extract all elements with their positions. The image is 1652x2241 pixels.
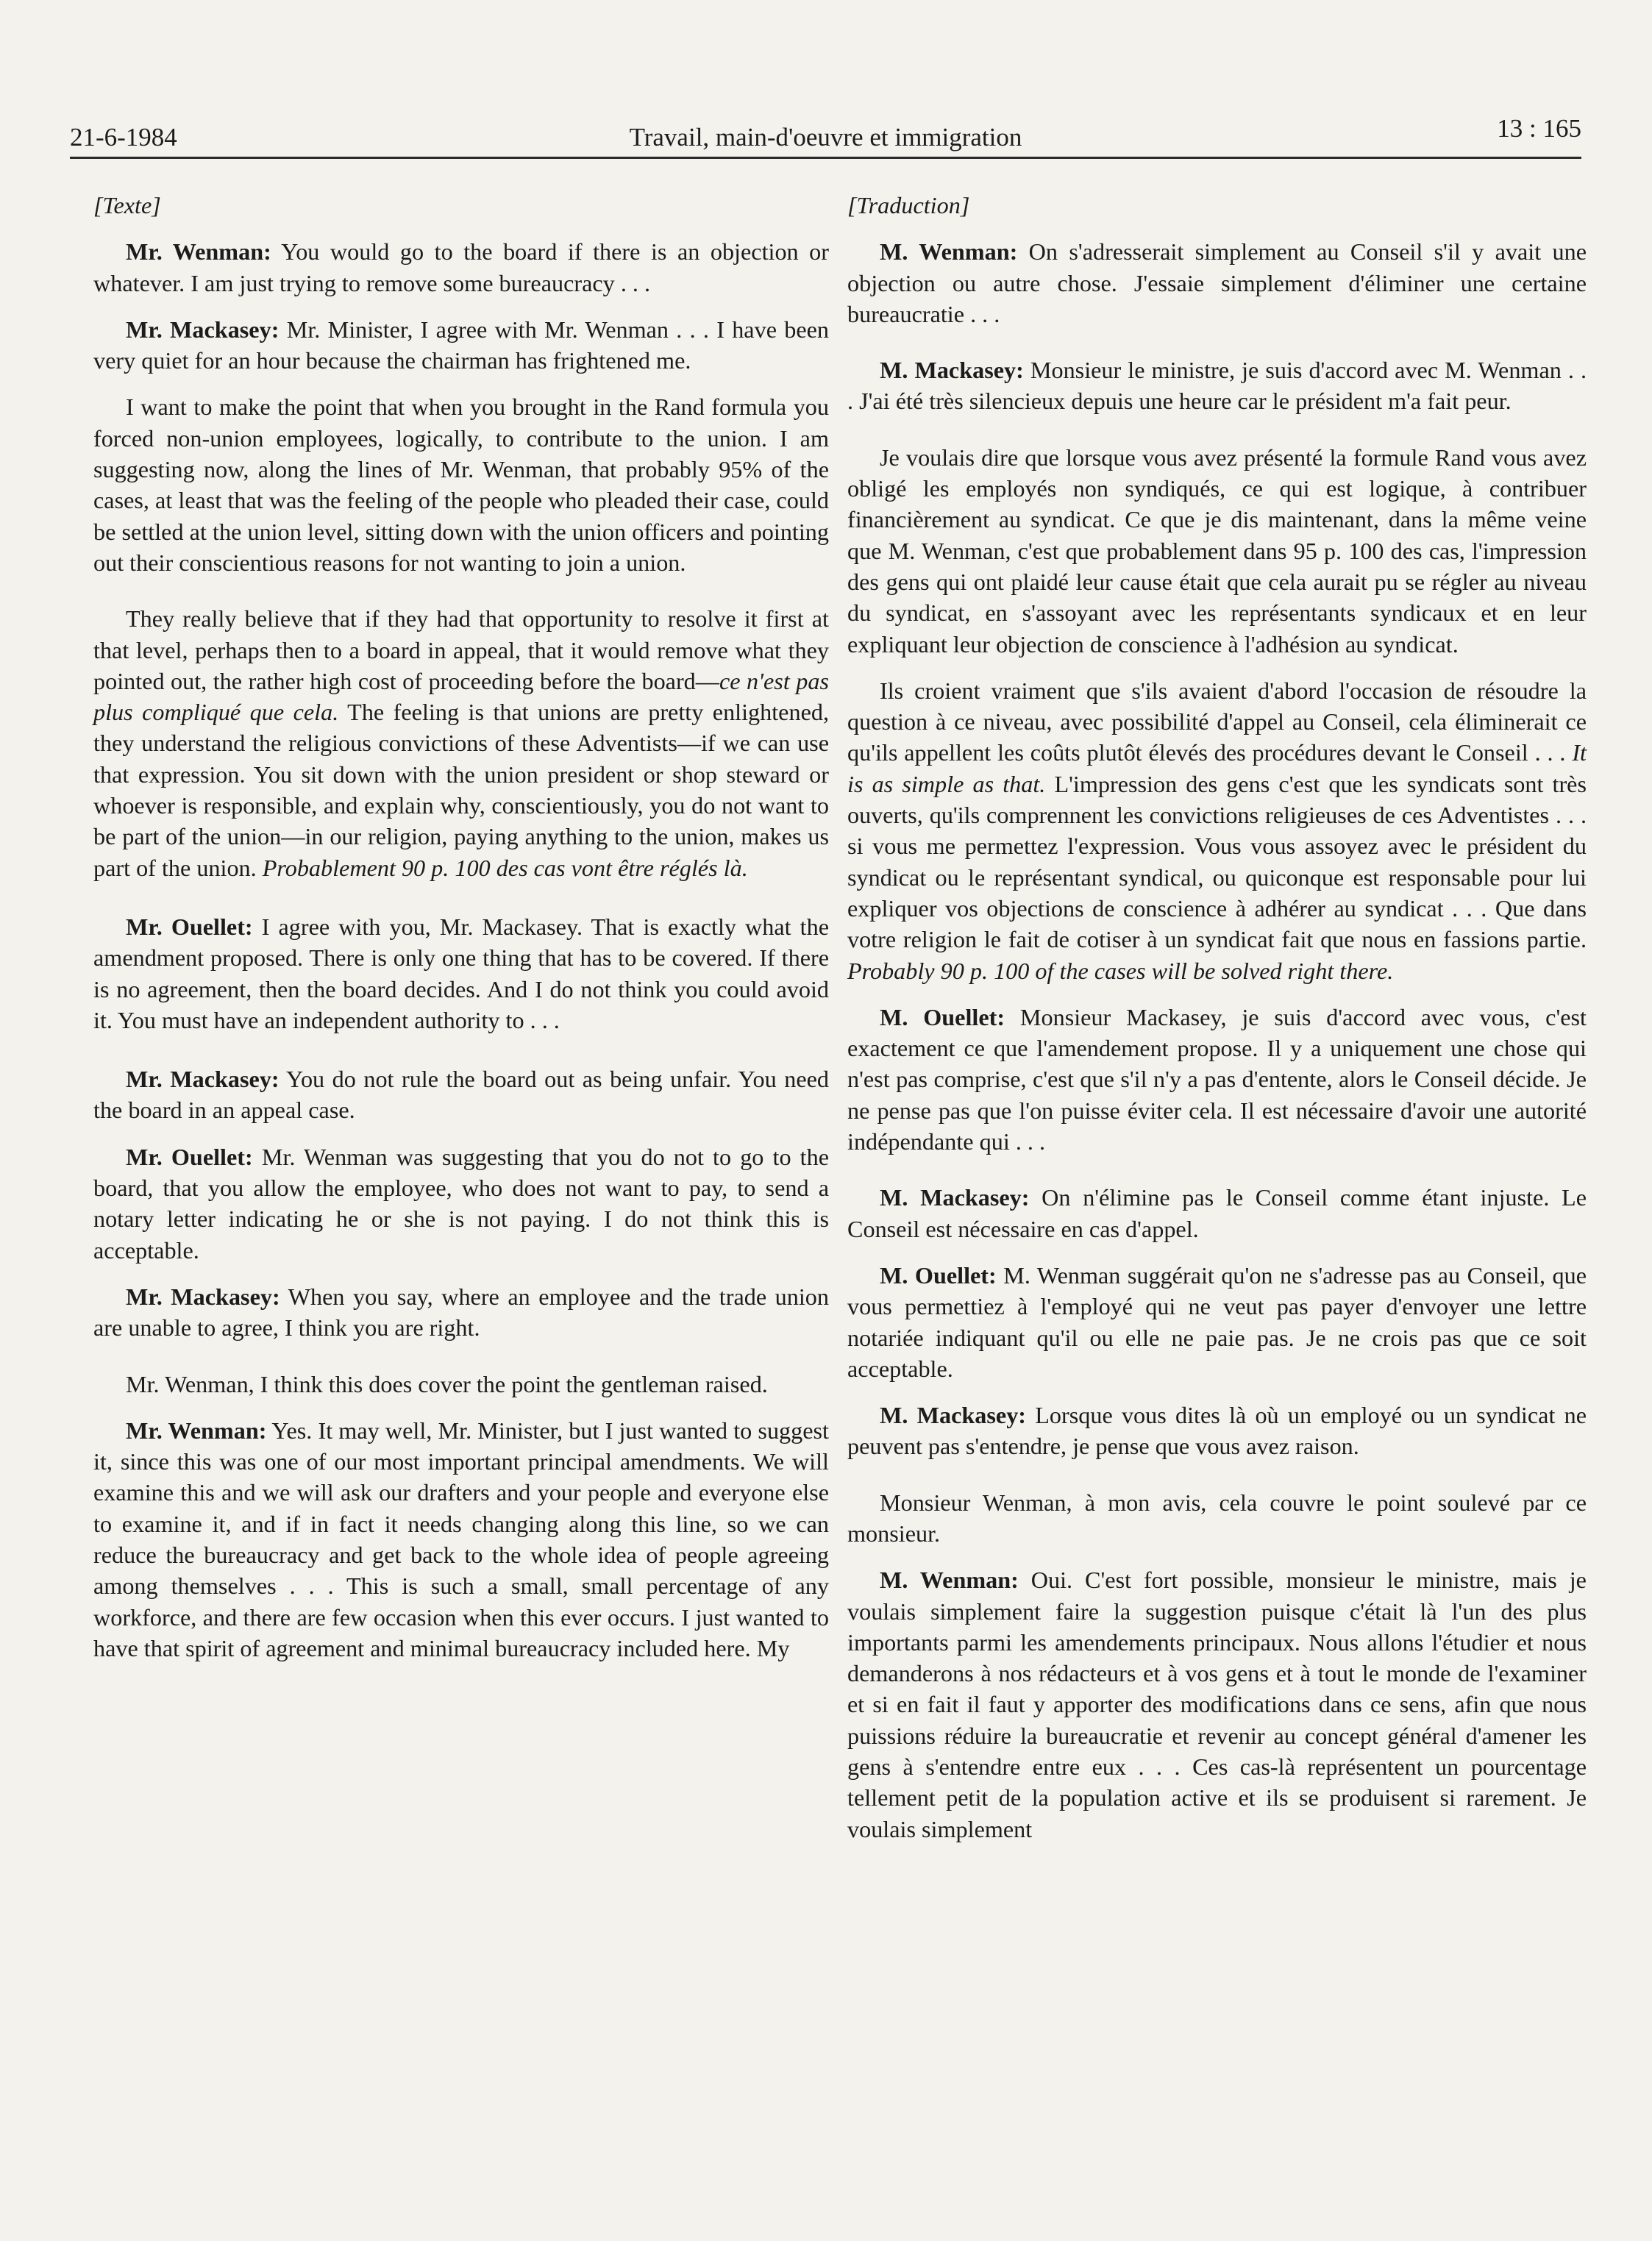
speaker-name: Mr. Ouellet: bbox=[126, 1143, 253, 1170]
paragraph bbox=[847, 1487, 1587, 1550]
speaker-name: M. Wenman: bbox=[880, 238, 1018, 266]
speaker-name: M. Ouellet: bbox=[880, 1003, 1005, 1030]
speaker-name: Mr. Ouellet: bbox=[126, 913, 253, 940]
paragraph bbox=[93, 1064, 829, 1126]
paragraph bbox=[847, 1182, 1587, 1244]
speaker-name: M. Ouellet: bbox=[880, 1261, 997, 1289]
paragraph bbox=[847, 236, 1587, 329]
paragraph-text: Yes. It may well, Mr. Minister, but I just wanted to suggest it, since this was one of our most important principal amendments. We will examine this and we will ask our drafters and your people and everyone else to examine it, and if in fact it needs changing along this line, so we can reduce the bureaucracy and get back to the whole idea of people agreeing among themselves . . . This is such a small, small percentage of any workforce, and there are few occasion when this ever occurs. I just wanted to have that spirit of agreement and minimal bureaucracy included here. My bbox=[93, 1417, 829, 1661]
speaker-name: Mr. Wenman: bbox=[126, 238, 271, 266]
paragraph bbox=[93, 911, 829, 1036]
left-column bbox=[93, 190, 829, 1664]
header-page-number: 13 : 165 bbox=[1497, 114, 1581, 143]
header-title: Travail, main-d'oeuvre et immigration bbox=[629, 123, 1022, 152]
paragraph-text: They really believe that if they had that opportunity to resolve it first at that level, perhaps then to a board in appeal, that it would remove what they pointed out, the rather high cost of proceeding before the board— bbox=[93, 605, 829, 694]
paragraph-text: The feeling is that unions are pretty enlightened, they understand the religious convictions of these Adventists—if we can use that expression. You sit down with the union president or shop steward or whoever is responsible, and explain why, conscientiously, you do not want to be part of the union—in our religion, paying anything to the union, makes us part of the union. bbox=[93, 699, 829, 881]
paragraph-text: L'impression des gens c'est que les syndicats sont très ouverts, qu'ils comprennent les convictions religieuses de ces Adventistes . . . si vous me permettez l'expression. Vous vous assoyez avec le président du syndicat ou le représentant syndical, ou quiconque est responsable pour lui expliquer vos objections de conscience à adhérer au syndicat . . . Que dans votre religion le fait de cotiser à un syndicat fait que nous en fassions partie. bbox=[847, 770, 1587, 953]
paragraph bbox=[847, 1400, 1587, 1462]
paragraph bbox=[93, 603, 829, 883]
speaker-name: Mr. Wenman: bbox=[126, 1417, 267, 1444]
paragraph-text: Monsieur Mackasey, je suis d'accord avec vous, c'est exactement ce que l'amendement propose. Il y a uniquement une chose qui n'est pas comprise, c'est que s'il n'y a pas d'entente, alors le Conseil décide. Je ne pense pas que l'on puisse éviter cela. Il est nécessaire d'avoir une autorité indépendante qui . . . bbox=[847, 1003, 1587, 1155]
speaker-name: M. Mackasey: bbox=[880, 1402, 1027, 1429]
paragraph-text: On s'adresserait simplement au Conseil s'il y avait une objection ou autre chose. J'essaie simplement d'éliminer une certaine bureaucratie . . . bbox=[847, 238, 1587, 327]
paragraph bbox=[847, 1002, 1587, 1157]
paragraph bbox=[93, 236, 829, 299]
paragraph-text: Lorsque vous dites là où un employé ou un syndicat ne peuvent pas s'entendre, je pense que vous avez raison. bbox=[847, 1402, 1587, 1460]
paragraph-text: Monsieur Wenman, à mon avis, cela couvre le point soulevé par ce monsieur. bbox=[847, 1489, 1587, 1547]
paragraph bbox=[847, 355, 1587, 417]
right-column bbox=[847, 190, 1587, 1845]
paragraph bbox=[93, 1369, 829, 1400]
paragraph-text: You do not rule the board out as being unfair. You need the board in an appeal case. bbox=[93, 1066, 829, 1124]
paragraph-text: Mr. Wenman was suggesting that you do not to go to the board, that you allow the employee, who does not want to pay, to send a notary letter indicating he or she is not paying. I do not think this is acceptable. bbox=[93, 1143, 829, 1264]
paragraph bbox=[847, 442, 1587, 660]
paragraph-text: You would go to the board if there is an objection or whatever. I am just trying to remove some bureaucracy . . . bbox=[93, 238, 829, 296]
speaker-name: Mr. Mackasey: bbox=[126, 1066, 280, 1093]
paragraph bbox=[93, 391, 829, 578]
speaker-name: Mr. Mackasey: bbox=[126, 316, 280, 343]
italic-text: Probably 90 p. 100 of the cases will be solved right there. bbox=[847, 957, 1394, 984]
header-date: 21-6-1984 bbox=[70, 123, 177, 152]
paragraph-text: I agree with you, Mr. Mackasey. That is exactly what the amendment proposed. There is only one thing that has to be covered. If there is no agreement, then the board decides. And I do not think you could avoid it. You must have an independent authority to . . . bbox=[93, 913, 829, 1033]
speaker-name: Mr. Mackasey: bbox=[126, 1283, 280, 1310]
paragraph bbox=[93, 1415, 829, 1664]
speaker-name: M. Wenman: bbox=[880, 1567, 1019, 1594]
italic-text: It is as simple as that. bbox=[847, 739, 1587, 797]
paragraph bbox=[847, 675, 1587, 986]
paragraph-text: Ils croient vraiment que s'ils avaient d'abord l'occasion de résoudre la question à ce niveau, avec possibilité d'appel au Conseil, cela éliminerait ce qu'ils appellent les coûts plutôt élevés des procédures devant le Conseil . . . bbox=[847, 677, 1587, 766]
paragraph-text: Oui. C'est fort possible, monsieur le ministre, mais je voulais simplement faire la suggestion puisque c'était là l'un des plus importants parmi les amendements principaux. Nous allons l'étudier et nous demanderons à nos rédacteurs et à vos gens et à tout le monde de l'examiner et si en fait il faut y apporter des modifications dans ce sens, afin que nous puissions réduire la bureaucratie et revenir au concept général d'amener les gens à s'entendre entre eux . . . Ces cas-là représentent un pourcentage tellement petit de la population active et ils se produisent si rarement. Je voulais simplement bbox=[847, 1567, 1587, 1842]
italic-text: Probablement 90 p. 100 des cas vont être réglés là. bbox=[262, 854, 748, 881]
speaker-name: M. Mackasey: bbox=[880, 1184, 1030, 1211]
paragraph-text: Mr. Minister, I agree with Mr. Wenman . . . I have been very quiet for an hour because the chairman has frightened me. bbox=[93, 316, 830, 374]
paragraph-text: M. Wenman suggérait qu'on ne s'adresse pas au Conseil, que vous permettiez à l'employé qui ne veut pas payer d'envoyer une lettre notariée indiquant qu'il ou elle ne paie pas. Je ne crois pas que ce soit acceptable. bbox=[847, 1261, 1587, 1382]
paragraph bbox=[93, 1141, 829, 1266]
page-header bbox=[70, 114, 1581, 159]
paragraph-text: Je voulais dire que lorsque vous avez présenté la formule Rand vous avez obligé les employés non syndiqués, ce qui est logique, à contribuer financièrement au syndicat. Ce que je dis maintenant, dans la même veine que M. Wenman, c'est que probablement dans 95 p. 100 des cas, l'impression des gens qui ont plaidé leur cause était que cela aurait pu se régler au niveau du syndicat, en s'assoyant avec les représentants syndicaux et en leur expliquant leur objection de conscience à l'adhésion au syndicat. bbox=[847, 443, 1587, 658]
right-column-tag: [Traduction] bbox=[847, 192, 970, 218]
paragraph bbox=[847, 1564, 1587, 1845]
paragraph-text: When you say, where an employee and the trade union are unable to agree, I think you are right. bbox=[93, 1283, 829, 1342]
speaker-name: M. Mackasey: bbox=[880, 357, 1024, 384]
paragraph bbox=[93, 314, 829, 377]
italic-text: ce n'est pas plus compliqué que cela. bbox=[93, 667, 829, 726]
paragraph-text: I want to make the point that when you brought in the Rand formula you forced non-union employees, logically, to contribute to the union. I am suggesting now, along the lines of Mr. Wenman, that probably 95% of the cases, at least that was the feeling of the people who pleaded their case, could be settled at the union level, sitting down with the union officers and pointing out their conscientious reasons for not wanting to join a union. bbox=[93, 393, 829, 576]
paragraph-text: Mr. Wenman, I think this does cover the point the gentleman raised. bbox=[126, 1370, 768, 1397]
paragraph bbox=[847, 1260, 1587, 1384]
left-column-tag: [Texte] bbox=[93, 192, 161, 218]
paragraph-text: On n'élimine pas le Conseil comme étant injuste. Le Conseil est nécessaire en cas d'appel. bbox=[847, 1184, 1587, 1242]
paragraph-text: Monsieur le ministre, je suis d'accord avec M. Wenman . . . J'ai été très silencieux depuis une heure car le président m'a fait peur. bbox=[847, 357, 1587, 415]
paragraph bbox=[93, 1281, 829, 1344]
